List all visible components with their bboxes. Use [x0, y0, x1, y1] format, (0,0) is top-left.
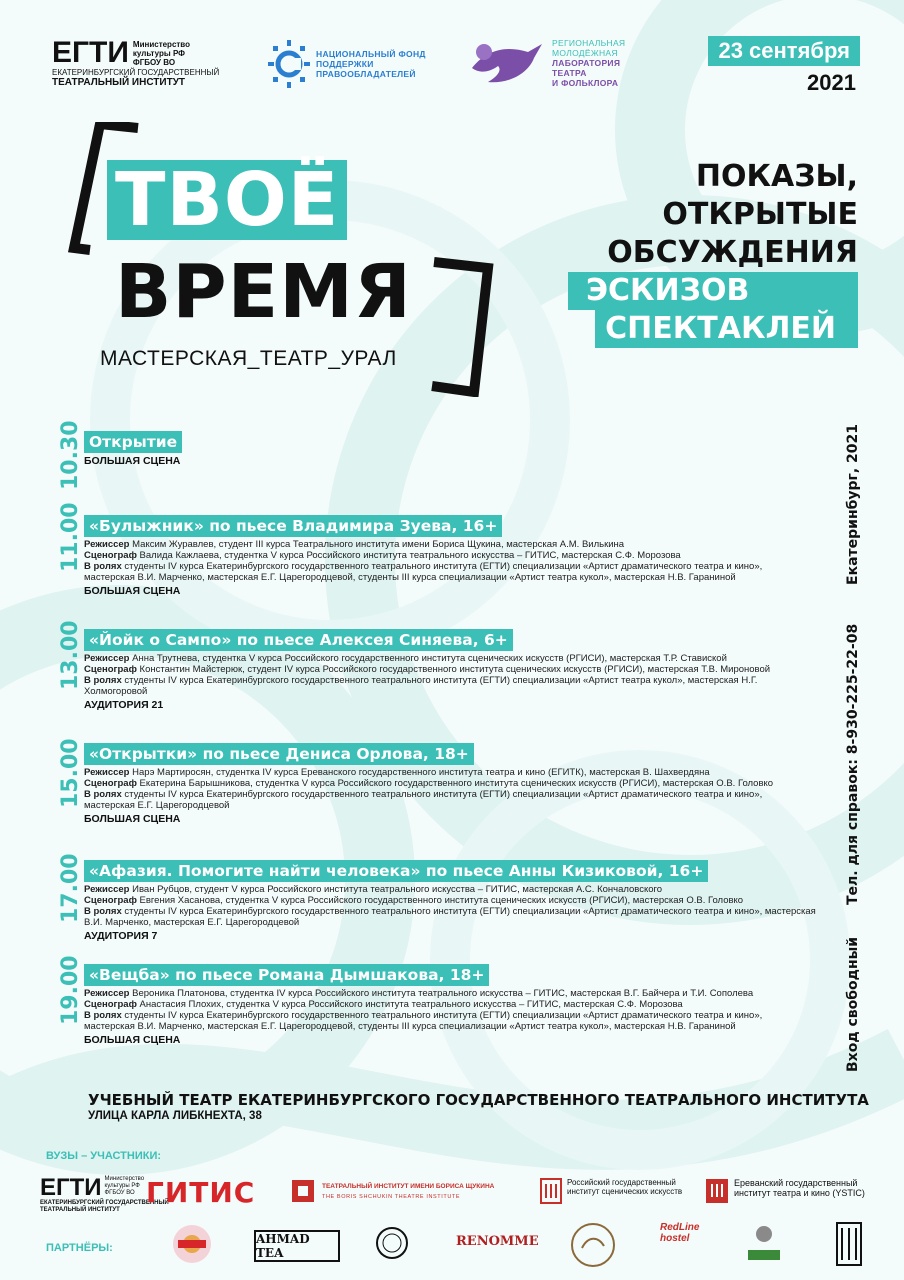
round-partner-icon [375, 1226, 409, 1260]
event-block [84, 743, 814, 825]
participants-label: ВУЗЫ – УЧАСТНИКИ: [46, 1150, 162, 1162]
gitis-logo: ГИТИС [146, 1176, 256, 1209]
role-label: Сценограф [84, 778, 137, 789]
event-venue: БОЛЬШАЯ СЦЕНА [84, 1034, 181, 1046]
role-label: В ролях [84, 561, 122, 572]
lab-logo [468, 38, 625, 88]
event-block [84, 431, 814, 467]
role-text: Анна Трутнева, студентка V курса Российского государственного института сценических искусств (РГИСИ), мастерская Т.Р. Ставиской [129, 653, 727, 664]
event-title: «Булыжник» по пьесе Владимира Зуева, 16+ [84, 515, 502, 537]
role-label: В ролях [84, 675, 122, 686]
event-time: 15.00 [58, 738, 83, 808]
role-label: Сценограф [84, 664, 137, 675]
egti-logo-text: ЕГТИ [52, 36, 129, 69]
title-word-1-text: ТВОЁ [107, 160, 347, 240]
shchukin-emblem-icon [290, 1178, 316, 1204]
lab-name-line2: МОЛОДЁЖНАЯ [552, 48, 618, 58]
title-word-2-text: ВРЕМЯ [115, 249, 412, 335]
event-title: «Вещба» по пьесе Романа Дымшакова, 18+ [84, 964, 489, 986]
role-label: В ролях [84, 906, 122, 917]
side-city-year: Екатеринбург, 2021 [845, 423, 861, 585]
role-text: Екатерина Барышникова, студентка V курса Российского государственного института сценических искусств (РГИСИ), мастерская О.В. Головко [136, 778, 774, 789]
role-label: Режиссер [84, 539, 130, 550]
role-label: Сценограф [84, 999, 137, 1010]
headline-line-2: ОТКРЫТЫЕ [662, 197, 858, 232]
redline-logo: RedLine hostel [660, 1222, 700, 1244]
role-label: В ролях [84, 1010, 122, 1021]
event-time: 10.30 [58, 420, 83, 490]
title-subtitle: МАСТЕРСКАЯ_ТЕАТР_УРАЛ [100, 347, 397, 370]
event-date: 23 сентября [708, 36, 860, 66]
role-label: В ролях [84, 789, 122, 800]
lab-name-line3: ЛАБОРАТОРИЯ [552, 58, 621, 68]
event-title: Открытие [84, 431, 182, 453]
fund-name-line1: НАЦИОНАЛЬНЫЙ ФОНД [316, 49, 426, 59]
event-block [84, 515, 814, 597]
side-phone: Тел. для справок: 8-930-225-22-08 [845, 623, 861, 905]
role-text: студенты IV курса Екатеринбургского государственного театрального института (ЕГТИ) специализации «Артист драматического театра и кино», мастерская В.И. Марченко, мастерская Е.Г. Царегородцевой [84, 906, 816, 928]
role-text: Нарэ Мартиросян, студентка IV курса Ереванского государственного института театра и кино (ЕГИТК), мастерская В. Шахвердяна [129, 767, 710, 778]
rgisi-emblem-icon [540, 1178, 562, 1204]
event-year: 2021 [807, 70, 856, 95]
role-label: Режиссер [84, 767, 130, 778]
egti-footer-ministry: Министерство культуры РФ [104, 1176, 145, 1189]
headline-line-1: ПОКАЗЫ, [695, 159, 858, 194]
ahmad-tea-logo: AHMAD TEA [254, 1230, 340, 1262]
flower-partner-icon [172, 1222, 212, 1266]
event-venue: АУДИТОРИЯ 7 [84, 930, 158, 942]
egti-ministry-text: Министерство культуры РФ [132, 40, 191, 58]
fund-name-line2: ПОДДЕРЖКИ [316, 59, 374, 69]
role-text: Евгения Хасанова, студентка V курса Российского государственного института сценических искусств (РГИСИ), мастерская О.В. Головко [136, 895, 744, 906]
lab-name-line5: И ФОЛЬКЛОРА [552, 78, 619, 88]
role-text: Константин Майстерюк, студент IV курса Российского государственного института сценических искусств (РГИСИ), мастерская Т.В. Мироновой [136, 664, 771, 675]
shchukin-name-en: THE BORIS SHCHUKIN THEATRE INSTITUTE [322, 1193, 461, 1200]
event-title: «Афазия. Помогите найти человека» по пьесе Анны Кизиковой, 16+ [84, 860, 708, 882]
yerevan-name: Ереванский государственный институт театра и кино (YSTIC) [734, 1178, 865, 1198]
fund-logo [268, 40, 426, 88]
event-venue: АУДИТОРИЯ 21 [84, 699, 164, 711]
fund-emblem-icon [268, 40, 310, 88]
role-text: студенты IV курса Екатеринбургского государственного театрального института (ЕГТИ) специализации «Артист драматического театра и кино», мастерская Е.Г. Царегородцевой [84, 789, 763, 811]
yerevan-emblem-icon [705, 1178, 729, 1204]
role-label: Сценограф [84, 550, 137, 561]
egti-logo [52, 38, 219, 89]
role-text: Анастасия Плохих, студентка V курса Российского института театрального искусства – ГИТИС, мастерская С.Ф. Морозова [136, 999, 683, 1010]
role-text: студенты IV курса Екатеринбургского государственного театрального института (ЕГТИ) специализации «Артист театра кукол», мастерская Н.Г. Холмогоровой [84, 675, 758, 697]
circle-partner-icon [570, 1222, 616, 1268]
rgisi-name: Российский государственный институт сценических искусств [567, 1178, 683, 1196]
egti-footer-fullname: ЕКАТЕРИНБУРГСКИЙ ГОСУДАРСТВЕННЫЙ [40, 1200, 169, 1206]
event-block [84, 964, 814, 1046]
role-label: Режиссер [84, 884, 130, 895]
role-text: Максим Журавлев, студент III курса Театрального института имени Бориса Щукина, мастерская А.М. Вилькина [129, 539, 625, 550]
role-label: Сценограф [84, 895, 137, 906]
shchukin-name: ТЕАТРАЛЬНЫЙ ИНСТИТУТ ИМЕНИ БОРИСА ЩУКИНА [322, 1182, 495, 1190]
headline-line-4: ЭСКИЗОВ [568, 272, 858, 310]
headline [518, 158, 858, 348]
vertical-partner-icon [836, 1222, 862, 1266]
headline-line-3: ОБСУЖДЕНИЯ [607, 235, 858, 270]
event-block [84, 629, 814, 711]
egti-footer-logo [40, 1176, 153, 1200]
uralsky-partner-icon [742, 1220, 786, 1266]
role-label: Режиссер [84, 988, 130, 999]
event-time: 19.00 [58, 955, 83, 1025]
yerevan-logo [705, 1178, 884, 1204]
partners-label: ПАРТНЁРЫ: [46, 1242, 113, 1254]
shchukin-logo [290, 1178, 494, 1204]
egti-footer-fullname-2: ТЕАТРАЛЬНЫЙ ИНСТИТУТ [40, 1207, 120, 1213]
event-venue: БОЛЬШАЯ СЦЕНА [84, 585, 181, 597]
egti-footer-fgbou: ФГБОУ ВО [104, 1190, 135, 1196]
event-block [84, 860, 824, 942]
role-text: студенты IV курса Екатеринбургского государственного театрального института (ЕГТИ) специализации «Артист драматического театра и кино», мастерская В.И. Марченко, мастерская Е.Г. Царегородцевой, студенты III курса специализации «Артист театра кукол», мастерская Н.В. Гараниной [84, 1010, 763, 1032]
headline-line-5: СПЕКТАКЛЕЙ [595, 310, 858, 348]
egti-full-name-2: ТЕАТРАЛЬНЫЙ ИНСТИТУТ [52, 77, 186, 88]
side-free-entry: Вход свободный [845, 936, 861, 1072]
event-venue: БОЛЬШАЯ СЦЕНА [84, 455, 181, 467]
rgisi-logo [540, 1178, 707, 1204]
role-label: Режиссер [84, 653, 130, 664]
bird-emblem-icon [468, 38, 546, 88]
title-word-2 [115, 249, 412, 335]
renomme-logo: RENOMME [456, 1234, 539, 1249]
title-word-1 [107, 157, 347, 243]
lab-name-line4: ТЕАТРА [552, 68, 587, 78]
event-venue: БОЛЬШАЯ СЦЕНА [84, 813, 181, 825]
role-text: Валида Кажлаева, студентка V курса Российского института театрального искусства – ГИТИС, мастерская С.Ф. Морозова [136, 550, 681, 561]
event-time: 13.00 [58, 620, 83, 690]
footer-address: УЛИЦА КАРЛА ЛИБКНЕХТА, 38 [88, 1110, 262, 1122]
event-title: «Йойк о Сампо» по пьесе Алексея Синяева, 6+ [84, 629, 513, 651]
egti-full-name: ЕКАТЕРИНБУРГСКИЙ ГОСУДАРСТВЕННЫЙ [52, 68, 220, 77]
lab-name-line1: РЕГИОНАЛЬНАЯ [552, 38, 626, 48]
event-time: 11.00 [58, 502, 83, 572]
role-text: Иван Рубцов, студент V курса Российского института театрального искусства – ГИТИС, мастерская А.С. Кончаловского [129, 884, 663, 895]
role-text: студенты IV курса Екатеринбургского государственного театрального института (ЕГТИ) специализации «Артист драматического театра и кино», мастерская В.И. Марченко, мастерская Е.Г. Царегородцевой, студенты III курса специализации «Артист театра кукол», мастерская Н.В. Гараниной [84, 561, 763, 583]
egti-footer-logo-text: ЕГТИ [40, 1174, 102, 1201]
event-title: «Открытки» по пьесе Дениса Орлова, 18+ [84, 743, 474, 765]
event-time: 17.00 [58, 853, 83, 923]
role-text: Вероника Платонова, студентка IV курса Российского института театрального искусства – ГИТИС, мастерская В.Г. Байчера и Т.И. Сополева [129, 988, 754, 999]
fund-name-line3: ПРАВООБЛАДАТЕЛЕЙ [316, 69, 416, 79]
footer-venue: УЧЕБНЫЙ ТЕАТР ЕКАТЕРИНБУРГСКОГО ГОСУДАРСТВЕННОГО ТЕАТРАЛЬНОГО ИНСТИТУТА [88, 1091, 869, 1109]
egti-fgbou-text: ФГБОУ ВО [132, 58, 176, 67]
